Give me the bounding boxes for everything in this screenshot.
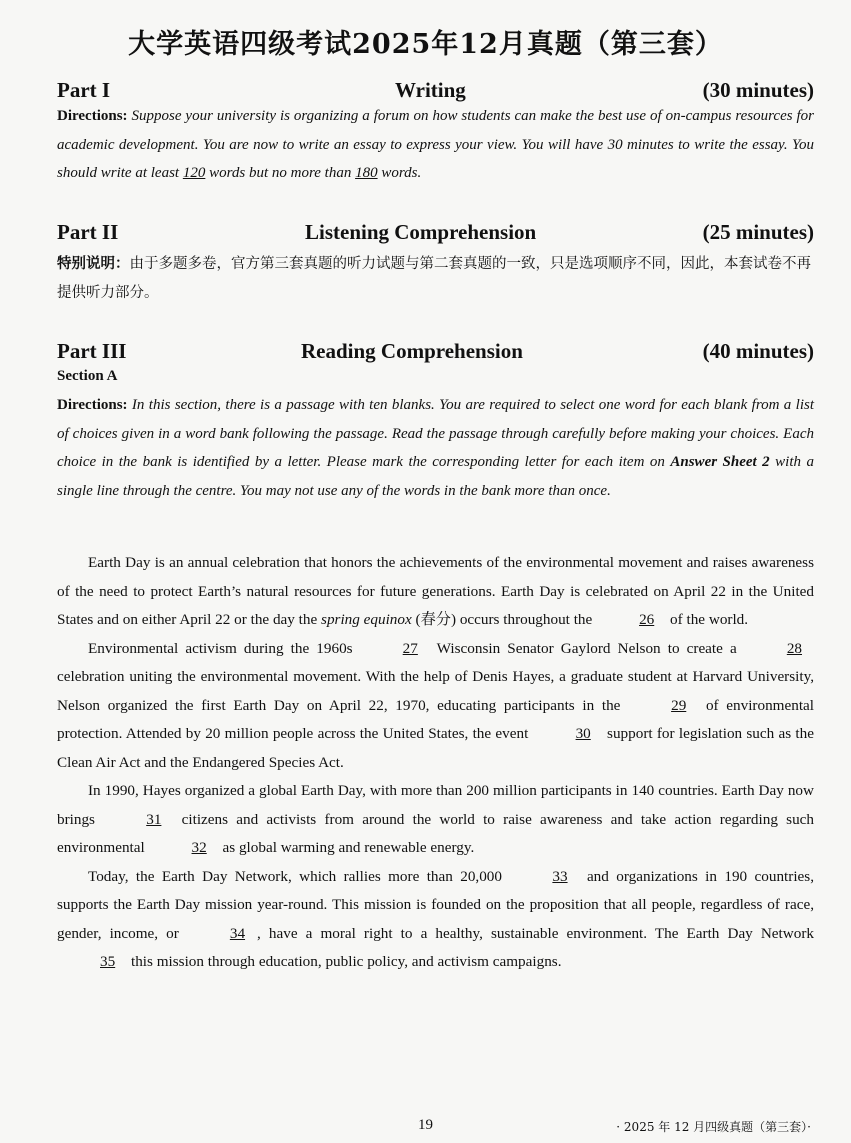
notice-text: 由于多题多卷，官方第三套真题的听力试题与第二套真题的一致，只是选项顺序不同，因此，本套试卷不再提供听力部分。 (57, 256, 811, 301)
passage-text: citizens and activists from around the world to raise awareness and take action regarding such environmental (57, 810, 815, 856)
passage-paragraph-3 (57, 777, 814, 863)
part3-number: Part III (57, 339, 127, 363)
directions-text-end: words. (377, 165, 422, 181)
directions-text-end: with a single line through the centre. You may not use any of the words in the bank more than once. (57, 454, 814, 499)
blank-30: 30 (575, 725, 591, 742)
passage-text: , have a moral right to a healthy, sustainable environment. The Earth Day Network (257, 924, 814, 942)
blank-29: 29 (671, 696, 687, 714)
part3-header (57, 339, 814, 367)
passage-paragraph-4 (57, 863, 814, 977)
passage-text: of environmental protection. Attended by 20 million people across the United States, the event (57, 696, 815, 742)
passage-text: Today, the Earth Day Network, which rallies more than 20,000 (88, 867, 510, 885)
part1-directions (57, 102, 814, 188)
notice-label: 特别说明： (57, 255, 130, 272)
directions-label: Directions: (57, 397, 128, 413)
italic-term: spring equinox (321, 611, 412, 628)
part2-notice (57, 250, 814, 307)
section-a-label: Section A (57, 368, 118, 384)
blank-26: 26 (639, 611, 655, 628)
part3-name: Reading Comprehension (301, 339, 523, 363)
passage-paragraph-2 (57, 635, 814, 778)
directions-label: Directions: (57, 108, 128, 124)
part2-time: (25 minutes) (702, 220, 814, 244)
blank-34: 34 (229, 924, 246, 942)
reading-passage (57, 549, 814, 977)
blank-33: 33 (552, 867, 568, 885)
directions-text-mid: words but no more than (205, 165, 356, 181)
passage-text: Earth Day is an annual celebration that honors the achievements of the environmental movement and raises awareness of the need to protect Earth’s natural resources for future generations. Earth Day is celebrated on April 22 in the United States and on either April 22 or the day the (57, 554, 814, 628)
part2-number: Part II (57, 220, 119, 244)
part2-header (57, 220, 814, 248)
passage-text: In 1990, Hayes organized a global Earth Day, with more than 200 million participants in 140 countries. Earth Day now brings (57, 782, 814, 828)
blank-31: 31 (146, 810, 162, 828)
part2-name: Listening Comprehension (305, 220, 537, 244)
min-words: 120 (182, 165, 206, 181)
passage-text: and organizations in 190 countries, supports the Earth Day mission year-round. This mission is founded on the proposition that all people, regardless of race, gender, income, or (57, 867, 814, 942)
document-title: 大学英语四级考试2025年12月真题（第三套） (128, 29, 723, 60)
part3-directions (57, 391, 814, 505)
passage-text: (春分) occurs throughout the (411, 611, 597, 628)
passage-text: of the world. (666, 611, 749, 628)
part1-name: Writing (395, 78, 466, 102)
part3-time: (40 minutes) (702, 339, 814, 363)
answer-sheet-ref: Answer Sheet 2 (670, 454, 770, 470)
directions-text: In this section, there is a passage with ten blanks. You are required to select one word for each blank from a list of choices given in a word bank following the passage. Read the passage through carefully before making your choices. Each choice in the bank is identified by a letter. Please mark the corresponding letter for each item on (57, 397, 815, 470)
passage-text: Environmental activism during the 1960s (88, 639, 360, 657)
part1-number: Part I (57, 78, 111, 102)
directions-text: Suppose your university is organizing a forum on how students can make the best use of on-campus resources for academic development. You are now to write an essay to express your view. You will have 30 minutes to write the essay. You should write at least (57, 108, 815, 181)
passage-text: celebration uniting the environmental movement. With the help of Denis Hayes, a graduate student at Harvard University, Nelson organized the first Earth Day on April 22, 1970, educating participants in the (57, 668, 814, 714)
passage-text: this mission through education, public policy, and activism campaigns. (127, 953, 562, 970)
running-title: · 2025 年 12 月四级真题（第三套）· (616, 1120, 811, 1134)
blank-32: 32 (191, 839, 207, 856)
passage-paragraph-1 (57, 549, 814, 635)
page-number: 19 (418, 1117, 433, 1133)
passage-text: support for legislation such as the Clean Air Act and the Endangered Species Act. (57, 725, 814, 771)
blank-27: 27 (402, 639, 418, 657)
part1-time: (30 minutes) (702, 78, 814, 102)
passage-text: as global warming and renewable energy. (218, 839, 475, 856)
blank-28: 28 (786, 639, 802, 657)
max-words: 180 (355, 165, 378, 181)
blank-35: 35 (100, 953, 116, 970)
passage-text: Wisconsin Senator Gaylord Nelson to create a (429, 639, 744, 657)
